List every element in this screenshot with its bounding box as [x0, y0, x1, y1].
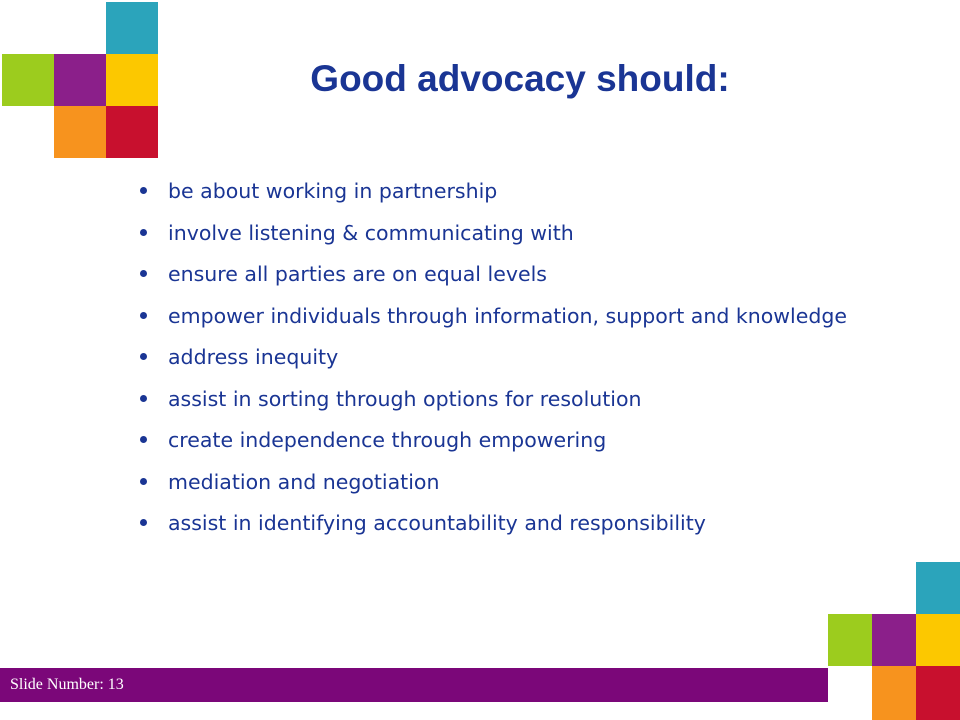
decor-square-orange-bottom [872, 666, 916, 720]
decor-square-green-top [2, 54, 54, 106]
bullet-text: create independence through empowering [168, 428, 607, 452]
bullet-item [136, 469, 856, 495]
bullet-list [136, 178, 856, 552]
bullet-dot-icon [140, 270, 147, 277]
bullet-text: address inequity [168, 345, 339, 369]
bullet-dot-icon [140, 519, 147, 526]
bullet-text: empower individuals through information, support and knowledge [168, 303, 847, 328]
slide-title: Good advocacy should: [310, 58, 730, 99]
footer-bar [0, 668, 828, 702]
bullet-text: be about working in partnership [168, 179, 498, 203]
bullet-item [136, 303, 856, 329]
bullet-item [136, 427, 856, 453]
bullet-dot-icon [140, 229, 147, 236]
decor-square-purple-top [54, 54, 106, 106]
bullet-text: assist in identifying accountability and responsibility [168, 511, 706, 535]
decor-square-teal-bottom [916, 562, 960, 614]
bullet-dot-icon [140, 395, 147, 402]
bullet-item [136, 220, 856, 246]
bullet-text: involve listening & communicating with [168, 220, 574, 245]
bullet-dot-icon [140, 187, 147, 194]
bullet-dot-icon [140, 478, 147, 485]
bullet-text: ensure all parties are on equal levels [168, 262, 547, 286]
slide-number: Slide Number: 13 [10, 676, 124, 693]
bullet-dot-icon [140, 353, 147, 360]
decor-square-crimson-bottom [916, 666, 960, 720]
bullet-item [136, 178, 856, 204]
bullet-item [136, 386, 856, 412]
decor-square-yellow-bottom [916, 614, 960, 666]
decor-square-green-bottom [828, 614, 872, 666]
bullet-item [136, 344, 856, 370]
bullet-text: assist in sorting through options for resolution [168, 386, 642, 411]
decor-square-crimson-top [106, 106, 158, 158]
decor-square-purple-bottom [872, 614, 916, 666]
bullet-dot-icon [140, 312, 147, 319]
decor-square-orange-top [54, 106, 106, 158]
bullet-text: mediation and negotiation [168, 469, 440, 494]
decor-square-yellow-top [106, 54, 158, 106]
decor-square-teal-top [106, 2, 158, 54]
bullet-item [136, 510, 856, 536]
bullet-item [136, 261, 856, 287]
bullet-dot-icon [140, 436, 147, 443]
